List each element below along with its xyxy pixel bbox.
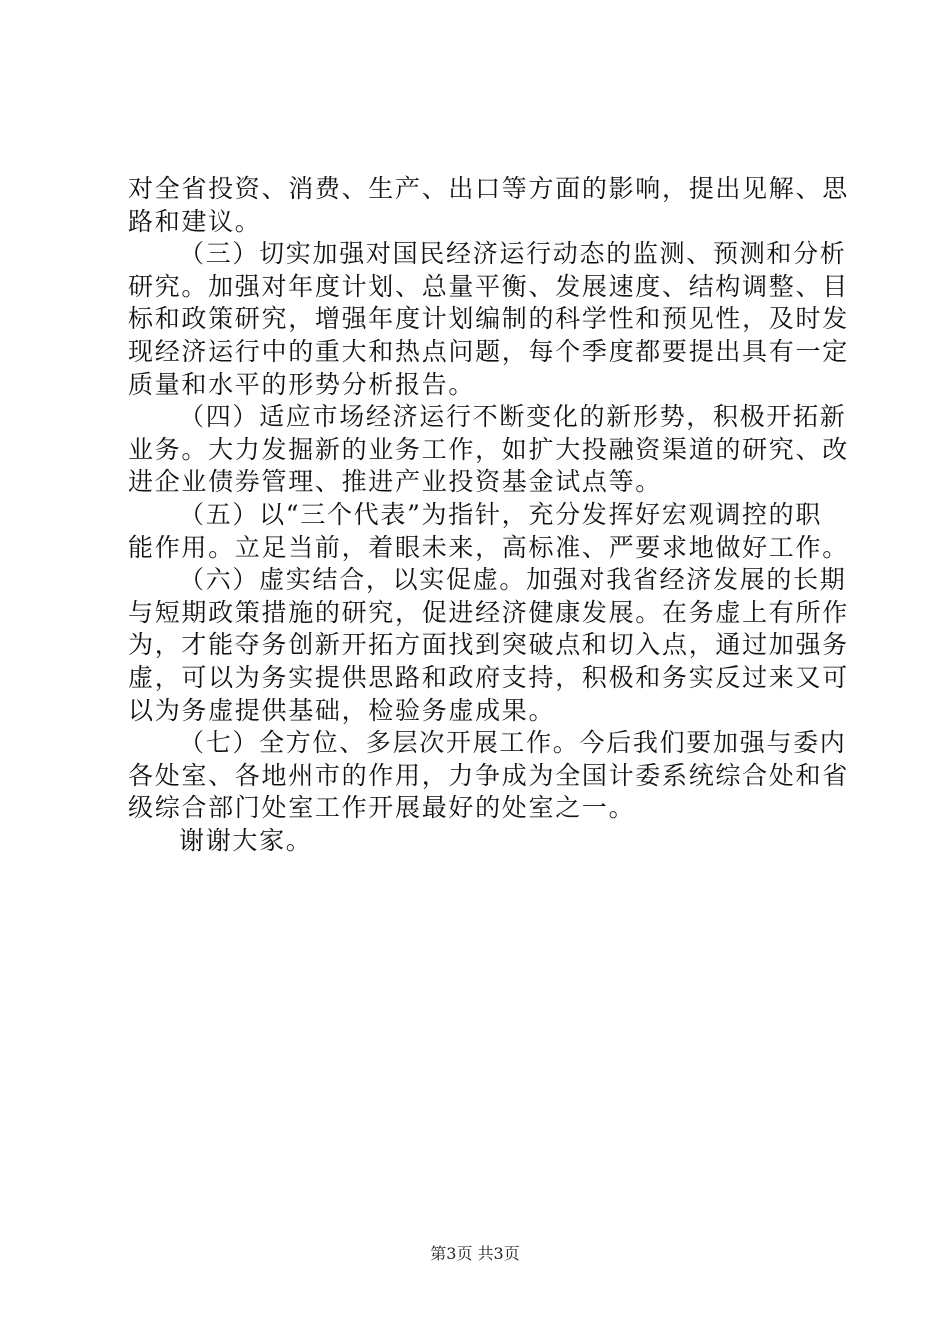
text-line: 谢谢大家。 xyxy=(179,825,313,855)
text-line: 路和建议。 xyxy=(128,206,262,236)
text-line: 现经济运行中的重大和热点问题，每个季度都要提出具有一定 xyxy=(128,336,849,366)
text-line: 业务。大力发掘新的业务工作，如扩大投融资渠道的研究、改 xyxy=(128,434,849,464)
document-body xyxy=(128,173,849,857)
text-line: 为，才能夺务创新开拓方面找到突破点和切入点，通过加强务 xyxy=(128,630,849,660)
text-line: （七）全方位、多层次开展工作。今后我们要加强与委内 xyxy=(179,728,847,758)
text-line: 与短期政策措施的研究，促进经济健康发展。在务虚上有所作 xyxy=(128,597,849,627)
text-line: 质量和水平的形势分析报告。 xyxy=(128,369,476,399)
text-line: 研究。加强对年度计划、总量平衡、发展速度、结构调整、目 xyxy=(128,271,849,301)
text-line: 对全省投资、消费、生产、出口等方面的影响，提出见解、思 xyxy=(128,174,849,203)
page-number-footer: 第3页 共3页 xyxy=(430,1244,520,1263)
text-line: （三）切实加强对国民经济运行动态的监测、预测和分析 xyxy=(179,239,847,269)
text-line: 能作用。立足当前，着眼未来，高标准、严要求地做好工作。 xyxy=(128,532,849,562)
text-line: 以为务虚提供基础，检验务虚成果。 xyxy=(128,695,556,725)
text-line: （四）适应市场经济运行不断变化的新形势，积极开拓新 xyxy=(179,402,847,432)
text-line: 虚，可以为务实提供思路和政府支持，积极和务实反过来又可 xyxy=(128,662,849,692)
text-line: （五）以“三个代表”为指针，充分发挥好宏观调控的职 xyxy=(179,499,823,529)
text-line: 级综合部门处室工作开展最好的处室之一。 xyxy=(128,793,636,823)
text-line: （六）虚实结合，以实促虚。加强对我省经济发展的长期 xyxy=(179,565,847,595)
text-line: 进企业债券管理、推进产业投资基金试点等。 xyxy=(128,467,663,497)
text-line: 标和政策研究，增强年度计划编制的科学性和预见性，及时发 xyxy=(128,304,849,334)
text-line: 各处室、各地州市的作用，力争成为全国计委系统综合处和省 xyxy=(128,760,849,790)
